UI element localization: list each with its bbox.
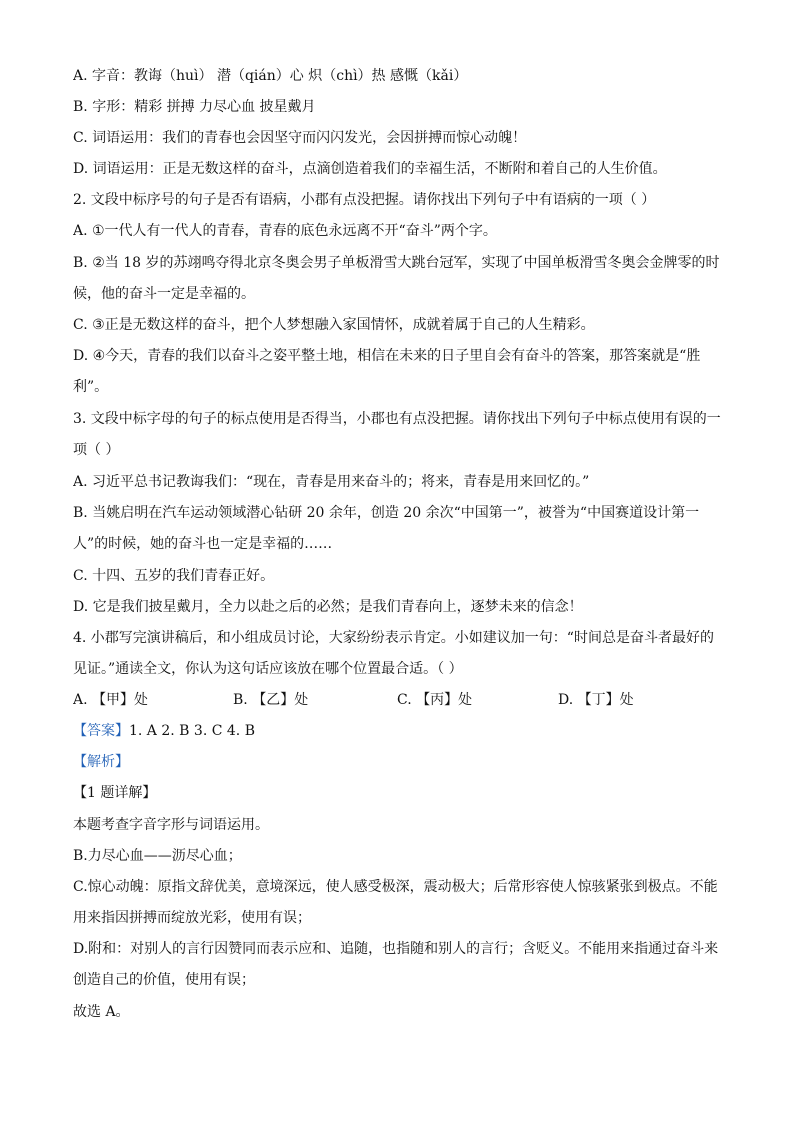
detail-line-1: 本题考查字音字形与词语运用。	[73, 817, 269, 833]
q3-option-b-line2: 人”的时候，她的奋斗也一定是幸福的……	[73, 536, 333, 552]
q4-option-a: A. 【甲】处	[73, 692, 149, 708]
detail-line-2: B.力尽心血——沥尽心血；	[73, 848, 242, 864]
q3-option-c: C. 十四、五岁的我们青春正好。	[73, 568, 275, 584]
q3-stem-line1: 3. 文段中标字母的句子的标点使用是否得当，小郡也有点没把握。请你找出下列句子中标点使用有误的一	[73, 411, 721, 427]
q2-option-c: C. ③正是无数这样的奋斗，把个人梦想融入家国情怀，成就着属于自己的人生精彩。	[73, 317, 595, 333]
q2-option-d-line1: D. ④今天，青春的我们以奋斗之姿平整土地，相信在未来的日子里自会有奋斗的答案，那答案就是“胜	[73, 348, 701, 364]
detail-line-5: D.附和：对别人的言行因赞同而表示应和、追随，也指随和别人的言行；含贬义。不能用来指通过奋斗来	[73, 941, 719, 957]
q2-option-a: A. ①一代人有一代人的青春，青春的底色永远离不开“奋斗”两个字。	[73, 223, 497, 239]
q1-option-d: D. 词语运用：正是无数这样的奋斗，点滴创造着我们的幸福生活，不断附和着自己的人生价值。	[73, 161, 667, 177]
q2-option-b-line2: 候，他的奋斗一定是幸福的。	[73, 286, 255, 302]
answer-line	[73, 721, 723, 741]
q1-option-a: A. 字音：教诲（huì） 潜（qián）心 炽（chì）热 感慨（kǎi）	[73, 68, 468, 84]
detail-line-3: C.惊心动魄：原指文辞优美，意境深远，使人感受极深，震动极大；后常形容使人惊骇紧张到极点。不能	[73, 879, 718, 895]
q4-options-row	[73, 690, 723, 710]
q3-stem-line2: 项（ ）	[73, 442, 120, 458]
detail-line-7: 故选 A。	[73, 1004, 130, 1020]
q4-stem-line2: 见证。”通读全文，你认为这句话应该放在哪个位置最合适。（ ）	[73, 661, 463, 677]
q4-stem-line1: 4. 小郡写完演讲稿后，和小组成员讨论，大家纷纷表示肯定。小如建议加一句：“时间总是奋斗者最好的	[73, 630, 714, 646]
q2-option-d-line2: 利”。	[73, 379, 109, 395]
q1-option-b: B. 字形：精彩 拼搏 力尽心血 披星戴月	[73, 99, 316, 115]
q1-option-c: C. 词语运用：我们的青春也会因坚守而闪闪发光，会因拼搏而惊心动魄！	[73, 130, 527, 146]
detail-line-4: 用来指因拼搏而绽放光彩，使用有误；	[73, 910, 311, 926]
q4-option-c: C. 【丙】处	[397, 692, 473, 708]
q3-option-d: D. 它是我们披星戴月，全力以赴之后的必然；是我们青春向上，逐梦未来的信念！	[73, 599, 583, 615]
answer-tag: 【答案】	[73, 723, 129, 739]
q2-option-b-line1: B. ②当 18 岁的苏翊鸣夺得北京冬奥会男子单板滑雪大跳台冠军，实现了中国单板滑雪冬奥会金牌零的时	[73, 255, 720, 271]
q4-option-b: B. 【乙】处	[233, 692, 309, 708]
answer-text: 1. A 2. B 3. C 4. B	[129, 723, 255, 739]
q3-option-a: A. 习近平总书记教诲我们：“现在，青春是用来奋斗的；将来，青春是用来回忆的。”	[73, 474, 590, 490]
q3-option-b-line1: B. 当姚启明在汽车运动领域潜心钻研 20 余年，创造 20 余次“中国第一”，被誉为“中国赛道设计第一	[73, 505, 700, 521]
q2-stem: 2. 文段中标序号的句子是否有语病，小郡有点没把握。请你找出下列句子中有语病的一项（ ）	[73, 192, 656, 208]
analysis-tag: 【解析】	[73, 754, 129, 770]
detail-line-6: 创造自己的价值，使用有误；	[73, 972, 255, 988]
q4-option-d: D. 【丁】处	[558, 692, 634, 708]
detail-title: 【1 题详解】	[73, 785, 157, 801]
